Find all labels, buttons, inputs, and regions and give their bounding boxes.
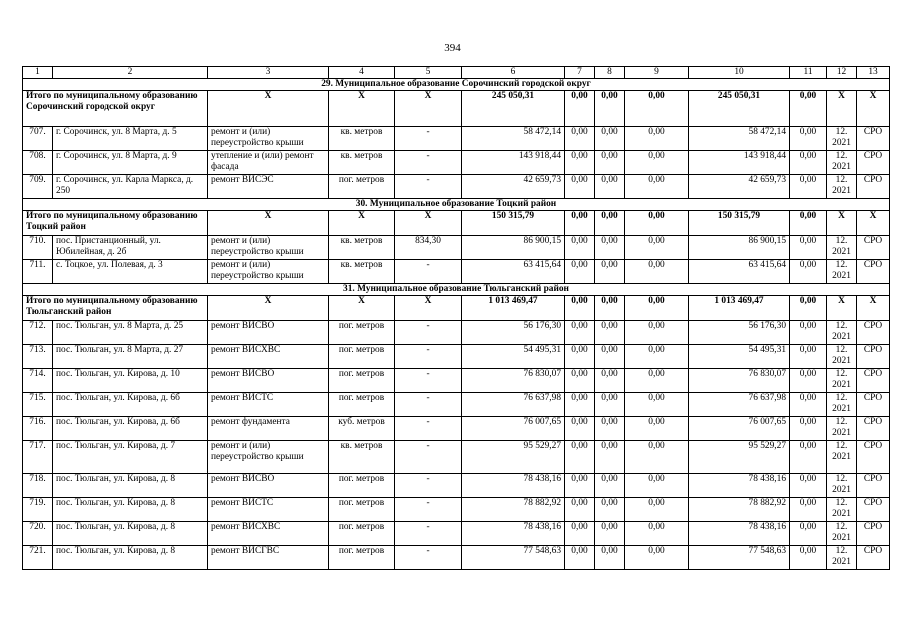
total-cell: 150 315,79 — [689, 211, 790, 236]
table-cell: пос. Тюльган, ул. Кирова, д. 10 — [53, 369, 208, 393]
table-cell: 717. — [23, 441, 53, 474]
table-cell: 721. — [23, 546, 53, 570]
total-cell: X — [857, 91, 890, 127]
column-header: 2 — [53, 67, 208, 79]
total-cell: 0,00 — [595, 296, 625, 321]
table-cell: 54 495,31 — [462, 345, 565, 369]
table-cell: пос. Тюльган, ул. Кирова, д. 8 — [53, 474, 208, 498]
table-cell: с. Тоцкое, ул. Полевая, д. 3 — [53, 260, 208, 284]
table-row — [23, 474, 890, 498]
table-cell: ремонт ВИСТС — [208, 498, 329, 522]
table-cell: 0,00 — [790, 127, 827, 151]
table-cell: 143 918,44 — [689, 151, 790, 175]
table-cell: 95 529,27 — [462, 441, 565, 474]
table-cell: ремонт ВИСВО — [208, 321, 329, 345]
table-cell: 78 438,16 — [462, 474, 565, 498]
table-cell: 0,00 — [595, 175, 625, 199]
table-cell: ремонт и (или) переустройство крыши — [208, 236, 329, 260]
table-cell: 86 900,15 — [689, 236, 790, 260]
table-cell: 12. 2021 — [827, 127, 857, 151]
table-cell: 0,00 — [595, 474, 625, 498]
table-row — [23, 321, 890, 345]
table-cell: 0,00 — [565, 474, 595, 498]
total-cell: X — [827, 296, 857, 321]
total-cell: 0,00 — [790, 296, 827, 321]
table-cell: 0,00 — [790, 369, 827, 393]
column-header: 11 — [790, 67, 827, 79]
table-cell: 0,00 — [790, 151, 827, 175]
table-cell: 76 007,65 — [462, 417, 565, 441]
table-cell: СРО — [857, 474, 890, 498]
table-cell: куб. метров — [329, 417, 395, 441]
table-cell: 0,00 — [790, 321, 827, 345]
table-cell: 12. 2021 — [827, 441, 857, 474]
table-cell: 720. — [23, 522, 53, 546]
table-cell: кв. метров — [329, 441, 395, 474]
total-cell: X — [827, 211, 857, 236]
table-cell: пог. метров — [329, 369, 395, 393]
table-cell: ремонт ВИСВО — [208, 369, 329, 393]
table-cell: 77 548,63 — [689, 546, 790, 570]
section-title: 31. Муниципальное образование Тюльганский район — [23, 284, 890, 296]
table-cell: - — [395, 546, 462, 570]
table-cell: СРО — [857, 151, 890, 175]
capital-repair-table — [22, 66, 890, 570]
table-cell: 76 830,07 — [462, 369, 565, 393]
total-cell: 0,00 — [565, 296, 595, 321]
table-cell: пог. метров — [329, 345, 395, 369]
total-cell: X — [395, 296, 462, 321]
table-cell: - — [395, 175, 462, 199]
total-cell: 0,00 — [565, 91, 595, 127]
table-cell: 0,00 — [595, 498, 625, 522]
column-header: 12 — [827, 67, 857, 79]
total-cell: 0,00 — [790, 211, 827, 236]
total-cell: 0,00 — [595, 91, 625, 127]
table-cell: 0,00 — [625, 345, 689, 369]
table-cell: 0,00 — [625, 175, 689, 199]
table-cell: пог. метров — [329, 522, 395, 546]
table-cell: 0,00 — [625, 127, 689, 151]
total-cell: X — [208, 296, 329, 321]
table-cell: 143 918,44 — [462, 151, 565, 175]
table-cell: СРО — [857, 417, 890, 441]
table-cell: 78 882,92 — [462, 498, 565, 522]
table-cell: 12. 2021 — [827, 151, 857, 175]
table-cell: ремонт фундамента — [208, 417, 329, 441]
table-cell: 0,00 — [565, 546, 595, 570]
table-cell: СРО — [857, 260, 890, 284]
total-cell: 0,00 — [625, 211, 689, 236]
section-title: 30. Муниципальное образование Тоцкий район — [23, 199, 890, 211]
table-cell: ремонт ВИСЭС — [208, 175, 329, 199]
column-header-row — [23, 67, 890, 79]
table-cell: 0,00 — [625, 369, 689, 393]
table-cell: 0,00 — [790, 498, 827, 522]
table-cell: 834,30 — [395, 236, 462, 260]
table-cell: пос. Тюльган, ул. Кирова, д. 6б — [53, 393, 208, 417]
table-cell: 78 882,92 — [689, 498, 790, 522]
table-cell: - — [395, 260, 462, 284]
table-cell: 0,00 — [625, 151, 689, 175]
table-cell: пос. Тюльган, ул. Кирова, д. 7 — [53, 441, 208, 474]
section-title: 29. Муниципальное образование Сорочинский городской округ — [23, 79, 890, 91]
table-cell: ремонт ВИСТС — [208, 393, 329, 417]
total-cell: X — [329, 91, 395, 127]
table-row — [23, 236, 890, 260]
table-cell: кв. метров — [329, 127, 395, 151]
table-cell: 0,00 — [565, 260, 595, 284]
table-cell: пог. метров — [329, 393, 395, 417]
table-cell: 0,00 — [790, 522, 827, 546]
table-cell: 718. — [23, 474, 53, 498]
table-cell: - — [395, 522, 462, 546]
table-cell: 12. 2021 — [827, 474, 857, 498]
table-cell: пог. метров — [329, 474, 395, 498]
table-cell: 715. — [23, 393, 53, 417]
table-row — [23, 546, 890, 570]
total-label: Итого по муниципальному образованию Тоцкий район — [23, 211, 208, 236]
total-label: Итого по муниципальному образованию Тюльганский район — [23, 296, 208, 321]
table-cell: 0,00 — [790, 393, 827, 417]
table-cell: 0,00 — [625, 236, 689, 260]
table-cell: СРО — [857, 498, 890, 522]
table-row — [23, 127, 890, 151]
table-cell: СРО — [857, 522, 890, 546]
table-row — [23, 393, 890, 417]
table-cell: СРО — [857, 546, 890, 570]
total-cell: 245 050,31 — [462, 91, 565, 127]
table-cell: 0,00 — [625, 417, 689, 441]
table-cell: пос. Тюльган, ул. 8 Марта, д. 27 — [53, 345, 208, 369]
table-cell: 0,00 — [595, 441, 625, 474]
total-cell: 245 050,31 — [689, 91, 790, 127]
table-cell: 0,00 — [595, 345, 625, 369]
total-cell: X — [857, 211, 890, 236]
table-cell: 0,00 — [565, 393, 595, 417]
table-row — [23, 441, 890, 474]
table-cell: пос. Тюльган, ул. Кирова, д. 6б — [53, 417, 208, 441]
table-cell: - — [395, 321, 462, 345]
table-cell: 0,00 — [595, 369, 625, 393]
table-cell: пос. Тюльган, ул. Кирова, д. 8 — [53, 522, 208, 546]
table-cell: пог. метров — [329, 175, 395, 199]
table-cell: 86 900,15 — [462, 236, 565, 260]
table-cell: 12. 2021 — [827, 498, 857, 522]
table-cell: 0,00 — [790, 175, 827, 199]
table-row — [23, 522, 890, 546]
table-cell: 0,00 — [625, 522, 689, 546]
table-cell: 0,00 — [595, 127, 625, 151]
table-cell: ремонт ВИСХВС — [208, 345, 329, 369]
table-cell: - — [395, 369, 462, 393]
column-header: 8 — [595, 67, 625, 79]
table-row — [23, 260, 890, 284]
table-cell: 12. 2021 — [827, 522, 857, 546]
table-cell: 719. — [23, 498, 53, 522]
table-row — [23, 175, 890, 199]
table-cell: ремонт и (или) переустройство крыши — [208, 441, 329, 474]
column-header: 9 — [625, 67, 689, 79]
table-cell: - — [395, 345, 462, 369]
total-cell: X — [329, 296, 395, 321]
table-cell: 0,00 — [565, 417, 595, 441]
column-header: 5 — [395, 67, 462, 79]
column-header: 7 — [565, 67, 595, 79]
table-cell: 0,00 — [565, 151, 595, 175]
table-cell: 76 007,65 — [689, 417, 790, 441]
table-cell: 76 637,98 — [689, 393, 790, 417]
table-cell: 712. — [23, 321, 53, 345]
table-cell: 0,00 — [790, 441, 827, 474]
table-cell: 0,00 — [595, 546, 625, 570]
table-cell: 0,00 — [595, 260, 625, 284]
table-cell: - — [395, 441, 462, 474]
table-cell: 78 438,16 — [689, 474, 790, 498]
table-cell: пог. метров — [329, 498, 395, 522]
table-cell: СРО — [857, 393, 890, 417]
table-cell: СРО — [857, 345, 890, 369]
table-cell: 12. 2021 — [827, 369, 857, 393]
total-cell: 0,00 — [790, 91, 827, 127]
section-title-row — [23, 199, 890, 211]
table-cell: 0,00 — [565, 236, 595, 260]
table-cell: 0,00 — [565, 522, 595, 546]
table-cell: 0,00 — [625, 498, 689, 522]
total-cell: 0,00 — [625, 296, 689, 321]
table-cell: СРО — [857, 236, 890, 260]
table-cell: 0,00 — [790, 546, 827, 570]
column-header: 10 — [689, 67, 790, 79]
table-cell: кв. метров — [329, 236, 395, 260]
table-cell: пос. Тюльган, ул. Кирова, д. 8 — [53, 498, 208, 522]
table-cell: ремонт ВИСХВС — [208, 522, 329, 546]
table-cell: 56 176,30 — [462, 321, 565, 345]
table-cell: 0,00 — [790, 417, 827, 441]
table-row — [23, 498, 890, 522]
column-header: 1 — [23, 67, 53, 79]
total-cell: 1 013 469,47 — [462, 296, 565, 321]
table-cell: - — [395, 127, 462, 151]
total-cell: X — [395, 91, 462, 127]
table-cell: г. Сорочинск, ул. Карла Маркса, д. 250 — [53, 175, 208, 199]
table-cell: 12. 2021 — [827, 345, 857, 369]
total-cell: 0,00 — [625, 91, 689, 127]
table-cell: 58 472,14 — [689, 127, 790, 151]
section-total-row — [23, 211, 890, 236]
table-cell: 63 415,64 — [689, 260, 790, 284]
table-cell: пос. Тюльган, ул. Кирова, д. 8 — [53, 546, 208, 570]
column-header: 4 — [329, 67, 395, 79]
table-cell: ремонт и (или) переустройство крыши — [208, 127, 329, 151]
total-cell: X — [208, 91, 329, 127]
table-cell: 78 438,16 — [689, 522, 790, 546]
table-cell: 12. 2021 — [827, 321, 857, 345]
table-cell: 12. 2021 — [827, 393, 857, 417]
table-cell: г. Сорочинск, ул. 8 Марта, д. 5 — [53, 127, 208, 151]
table-cell: 716. — [23, 417, 53, 441]
column-header: 13 — [857, 67, 890, 79]
table-cell: 58 472,14 — [462, 127, 565, 151]
table-cell: - — [395, 151, 462, 175]
table-cell: СРО — [857, 321, 890, 345]
table-cell: 708. — [23, 151, 53, 175]
total-cell: X — [827, 91, 857, 127]
table-cell: 0,00 — [625, 321, 689, 345]
column-header: 6 — [462, 67, 565, 79]
table-cell: 713. — [23, 345, 53, 369]
table-cell: 54 495,31 — [689, 345, 790, 369]
table-cell: пос. Тюльган, ул. 8 Марта, д. 25 — [53, 321, 208, 345]
section-title-row — [23, 79, 890, 91]
table-cell: 0,00 — [595, 321, 625, 345]
table-row — [23, 151, 890, 175]
table-cell: 0,00 — [790, 236, 827, 260]
table-cell: 76 637,98 — [462, 393, 565, 417]
table-cell: 42 659,73 — [462, 175, 565, 199]
table-cell: 12. 2021 — [827, 236, 857, 260]
table-cell: СРО — [857, 369, 890, 393]
table-cell: 0,00 — [790, 345, 827, 369]
table-cell: 710. — [23, 236, 53, 260]
table-cell: 0,00 — [565, 498, 595, 522]
total-cell: X — [208, 211, 329, 236]
table-cell: 709. — [23, 175, 53, 199]
table-cell: 0,00 — [625, 474, 689, 498]
table-cell: ремонт ВИСГВС — [208, 546, 329, 570]
table-cell: СРО — [857, 441, 890, 474]
table-cell: 0,00 — [565, 175, 595, 199]
total-cell: 0,00 — [565, 211, 595, 236]
table-cell: 0,00 — [565, 345, 595, 369]
page-number: 394 — [444, 42, 461, 54]
table-cell: пог. метров — [329, 321, 395, 345]
table-cell: 12. 2021 — [827, 260, 857, 284]
table-cell: 56 176,30 — [689, 321, 790, 345]
table-cell: СРО — [857, 127, 890, 151]
table-cell: - — [395, 417, 462, 441]
table-cell: 42 659,73 — [689, 175, 790, 199]
table-cell: 0,00 — [625, 260, 689, 284]
table-cell: 12. 2021 — [827, 175, 857, 199]
section-title-row — [23, 284, 890, 296]
table-cell: пос. Пристанционный, ул. Юбилейная, д. 2б — [53, 236, 208, 260]
column-header: 3 — [208, 67, 329, 79]
table-cell: 0,00 — [595, 236, 625, 260]
total-cell: X — [329, 211, 395, 236]
table-cell: - — [395, 498, 462, 522]
total-cell: X — [395, 211, 462, 236]
table-cell: 0,00 — [790, 474, 827, 498]
table-cell: 77 548,63 — [462, 546, 565, 570]
table-row — [23, 417, 890, 441]
total-cell: 1 013 469,47 — [689, 296, 790, 321]
table-cell: 0,00 — [790, 260, 827, 284]
total-label: Итого по муниципальному образованию Сорочинский городской округ — [23, 91, 208, 127]
table-row — [23, 345, 890, 369]
table-cell: - — [395, 393, 462, 417]
table-cell: ремонт ВИСВО — [208, 474, 329, 498]
table-cell: - — [395, 474, 462, 498]
table-cell: кв. метров — [329, 260, 395, 284]
table-cell: 12. 2021 — [827, 417, 857, 441]
table-cell: 0,00 — [595, 522, 625, 546]
table-cell: 78 438,16 — [462, 522, 565, 546]
total-cell: 0,00 — [595, 211, 625, 236]
table-cell: 0,00 — [565, 127, 595, 151]
table-cell: 0,00 — [595, 393, 625, 417]
table-cell: 714. — [23, 369, 53, 393]
table-cell: г. Сорочинск, ул. 8 Марта, д. 9 — [53, 151, 208, 175]
table-cell: утепление и (или) ремонт фасада — [208, 151, 329, 175]
table-cell: пог. метров — [329, 546, 395, 570]
table-cell: 0,00 — [565, 321, 595, 345]
table-cell: 0,00 — [565, 441, 595, 474]
table-cell: 0,00 — [625, 546, 689, 570]
table-cell: ремонт и (или) переустройство крыши — [208, 260, 329, 284]
table-cell: 0,00 — [625, 393, 689, 417]
table-cell: 0,00 — [595, 417, 625, 441]
table-cell: 707. — [23, 127, 53, 151]
table-cell: 63 415,64 — [462, 260, 565, 284]
table-cell: 0,00 — [625, 441, 689, 474]
table-cell: 0,00 — [595, 151, 625, 175]
table-cell: 0,00 — [565, 369, 595, 393]
table-cell: кв. метров — [329, 151, 395, 175]
total-cell: X — [857, 296, 890, 321]
table-cell: СРО — [857, 175, 890, 199]
table-row — [23, 369, 890, 393]
table-cell: 76 830,07 — [689, 369, 790, 393]
table-cell: 711. — [23, 260, 53, 284]
section-total-row — [23, 91, 890, 127]
table-cell: 95 529,27 — [689, 441, 790, 474]
total-cell: 150 315,79 — [462, 211, 565, 236]
section-total-row — [23, 296, 890, 321]
table-cell: 12. 2021 — [827, 546, 857, 570]
